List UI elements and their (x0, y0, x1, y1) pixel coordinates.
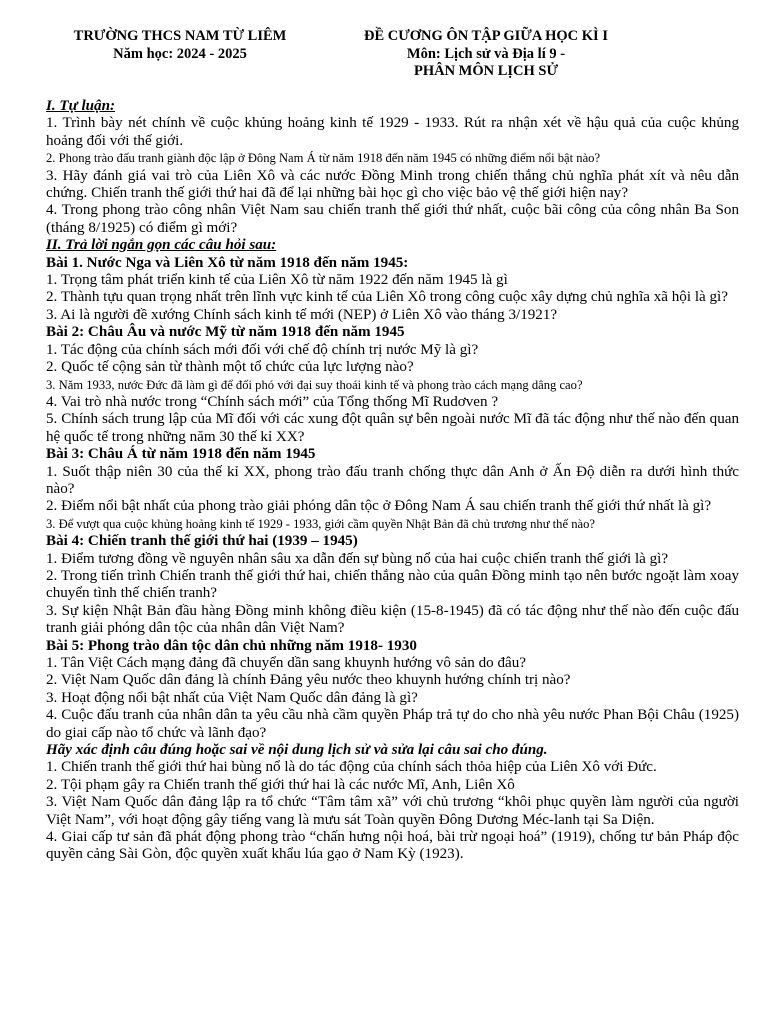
true-false-statement-1: 1. Chiến tranh thế giới thứ hai bùng nổ là do tác động của chính sách thỏa hiệp của Liên Xô với Đức. (46, 759, 657, 776)
lesson-2-question-4: 4. Vai trò nhà nước trong “Chính sách mới” của Tổng thống Mĩ Rudơven ? (46, 393, 499, 410)
document-body (46, 98, 739, 864)
section-heading-short-answer: II. Trả lời ngắn gọn các câu hỏi sau: (46, 237, 277, 254)
lesson-5-question-2: 2. Việt Nam Quốc dân đảng là chính Đảng yêu nước theo khuynh hướng chính trị nào? (46, 672, 571, 689)
essay-question-2: 2. Phong trào đấu tranh giành độc lập ở Đông Nam Á từ năm 1918 đến năm 1945 có những điểm nổi bật nào? (46, 151, 601, 166)
lesson-3-title: Bài 3: Châu Á từ năm 1918 đến năm 1945 (46, 446, 316, 463)
document-header (0, 28, 768, 88)
header-right (330, 28, 642, 81)
lesson-2-title: Bài 2: Châu Âu và nước Mỹ từ năm 1918 đến năm 1945 (46, 324, 405, 341)
subject-component: PHÂN MÔN LỊCH SỬ (413, 63, 559, 79)
true-false-statement-3: 3. Việt Nam Quốc dân đảng lập ra tổ chức “Tâm tâm xã” với chủ trương “khôi phục quyền làm người của người Việt Nam”, với hoạt động gây tiếng vang là mưu sát Toàn quyền Đông Dương Méc-lanh tại Sa Diện. (46, 794, 739, 828)
lesson-4-question-1: 1. Điểm tương đồng về nguyên nhân sâu xa dẫn đến sự bùng nổ của hai cuộc chiến tranh thế giới là gì? (46, 550, 669, 567)
header-left (40, 28, 320, 63)
lesson-4-question-2: 2. Trong tiến trình Chiến tranh thế giới thứ hai, chiến thắng nào của quân Đồng minh tạo nên bước ngoặt làm xoay chuyển tình thế chiến tranh? (46, 567, 739, 602)
document-title: ĐỀ CƯƠNG ÔN TẬP GIỮA HỌC KÌ I (364, 28, 608, 44)
lesson-2-question-3: 3. Năm 1933, nước Đức đã làm gì để đối phó với đại suy thoái kinh tế và phong trào cách mạng dâng cao? (46, 377, 583, 392)
section-heading-essay: I. Tự luận: (46, 98, 116, 114)
lesson-4-question-3: 3. Sự kiện Nhật Bản đầu hàng Đồng minh không điều kiện (15-8-1945) đã có tác động như thế nào đến cuộc đấu tranh giải phóng dân tộc của nhân dân Việt Nam? (46, 602, 739, 637)
lesson-2-question-5: 5. Chính sách trung lập của Mĩ đối với các xung đột quân sự bên ngoài nước Mĩ đã tác động như thế nào đến quan hệ quốc tế trong những năm 30 thế kỉ XX? (46, 411, 739, 445)
true-false-statement-4: 4. Giai cấp tư sản đã phát động phong trào “chấn hưng nội hoá, bài trừ ngoại hoá” (1919), chống tư bản Pháp độc quyền cảng Sài Gòn, độc quyền xuất khẩu lúa gạo ở Nam Kỳ (1923). (46, 829, 739, 863)
lesson-1-question-1: 1. Trọng tâm phát triển kinh tế của Liên Xô từ năm 1922 đến năm 1945 là gì (46, 272, 508, 289)
school-name: TRƯỜNG THCS NAM TỪ LIÊM (73, 28, 287, 44)
lesson-2-question-2: 2. Quốc tế cộng sản từ thành một tổ chức của lực lượng nào? (46, 359, 414, 376)
lesson-3-question-1: 1. Suốt thập niên 30 của thế kỉ XX, phong trào đấu tranh chống thực dân Anh ở Ấn Độ diễn ra dưới hình thức nào? (46, 463, 739, 497)
subject-name: Môn: Lịch sử và Địa lí 9 - (406, 45, 566, 62)
lesson-2-question-1: 1. Tác động của chính sách mới đối với chế độ chính trị nước Mỹ là gì? (46, 341, 479, 358)
lesson-5-question-1: 1. Tân Việt Cách mạng đảng đã chuyển dần sang khuynh hướng vô sản do đâu? (46, 655, 526, 671)
lesson-1-question-3: 3. Ai là người đề xướng Chính sách kinh tế mới (NEP) ở Liên Xô vào tháng 3/1921? (46, 306, 558, 323)
true-false-statement-2: 2. Tội phạm gây ra Chiến tranh thế giới thứ hai là các nước Mĩ, Anh, Liên Xô (46, 776, 515, 793)
lesson-5-question-3: 3. Hoạt động nổi bật nhất của Việt Nam Quốc dân đảng là gì? (46, 689, 418, 706)
lesson-5-question-4: 4. Cuộc đấu tranh của nhân dân ta yêu cầu nhà cầm quyền Pháp trả tự do cho nhà yêu nước Phan Bội Châu (1925) do giai cấp nào tổ chức và lãnh đạo? (46, 707, 739, 741)
lesson-3-question-2: 2. Điểm nổi bật nhất của phong trào giải phóng dân tộc ở Đông Nam Á sau chiến tranh thế giới thứ nhất là gì? (46, 498, 712, 515)
school-year: Năm học: 2024 - 2025 (113, 45, 247, 62)
true-false-instruction: Hãy xác định câu đúng hoặc sai về nội dung lịch sử và sửa lại câu sai cho đúng. (46, 742, 548, 759)
essay-question-4: 4. Trong phong trào công nhân Việt Nam sau chiến tranh thế giới thứ nhất, cuộc bãi công của công nhân Ba Son (tháng 8/1925) có điểm gì mới? (46, 202, 739, 236)
lesson-4-title: Bài 4: Chiến tranh thế giới thứ hai (1939 – 1945) (46, 533, 358, 550)
lesson-1-question-2: 2. Thành tựu quan trọng nhất trên lĩnh vực kinh tế của Liên Xô trong công cuộc xây dựng chủ nghĩa xã hội là gì? (46, 289, 728, 306)
lesson-3-question-3: 3. Để vượt qua cuộc khủng hoảng kinh tế 1929 - 1933, giới cầm quyền Nhật Bản đã chủ trương như thế nào? (46, 516, 595, 531)
essay-question-3: 3. Hãy đánh giá vai trò của Liên Xô và các nước Đồng Minh trong chiến thắng chủ nghĩa phát xít và nêu dẫn chứng. Chiến tranh thế giới thứ hai đã để lại những bài học gì cho việc bảo vệ thế giới hiện nay? (46, 167, 739, 202)
lesson-5-title: Bài 5: Phong trào dân tộc dân chủ những năm 1918- 1930 (46, 637, 417, 654)
lesson-1-title: Bài 1. Nước Nga và Liên Xô từ năm 1918 đến năm 1945: (46, 254, 409, 271)
essay-question-1: 1. Trình bày nét chính về cuộc khủng hoảng kinh tế 1929 - 1933. Rút ra nhận xét về hậu quả của cuộc khủng hoảng đối với thế giới. (46, 115, 739, 149)
